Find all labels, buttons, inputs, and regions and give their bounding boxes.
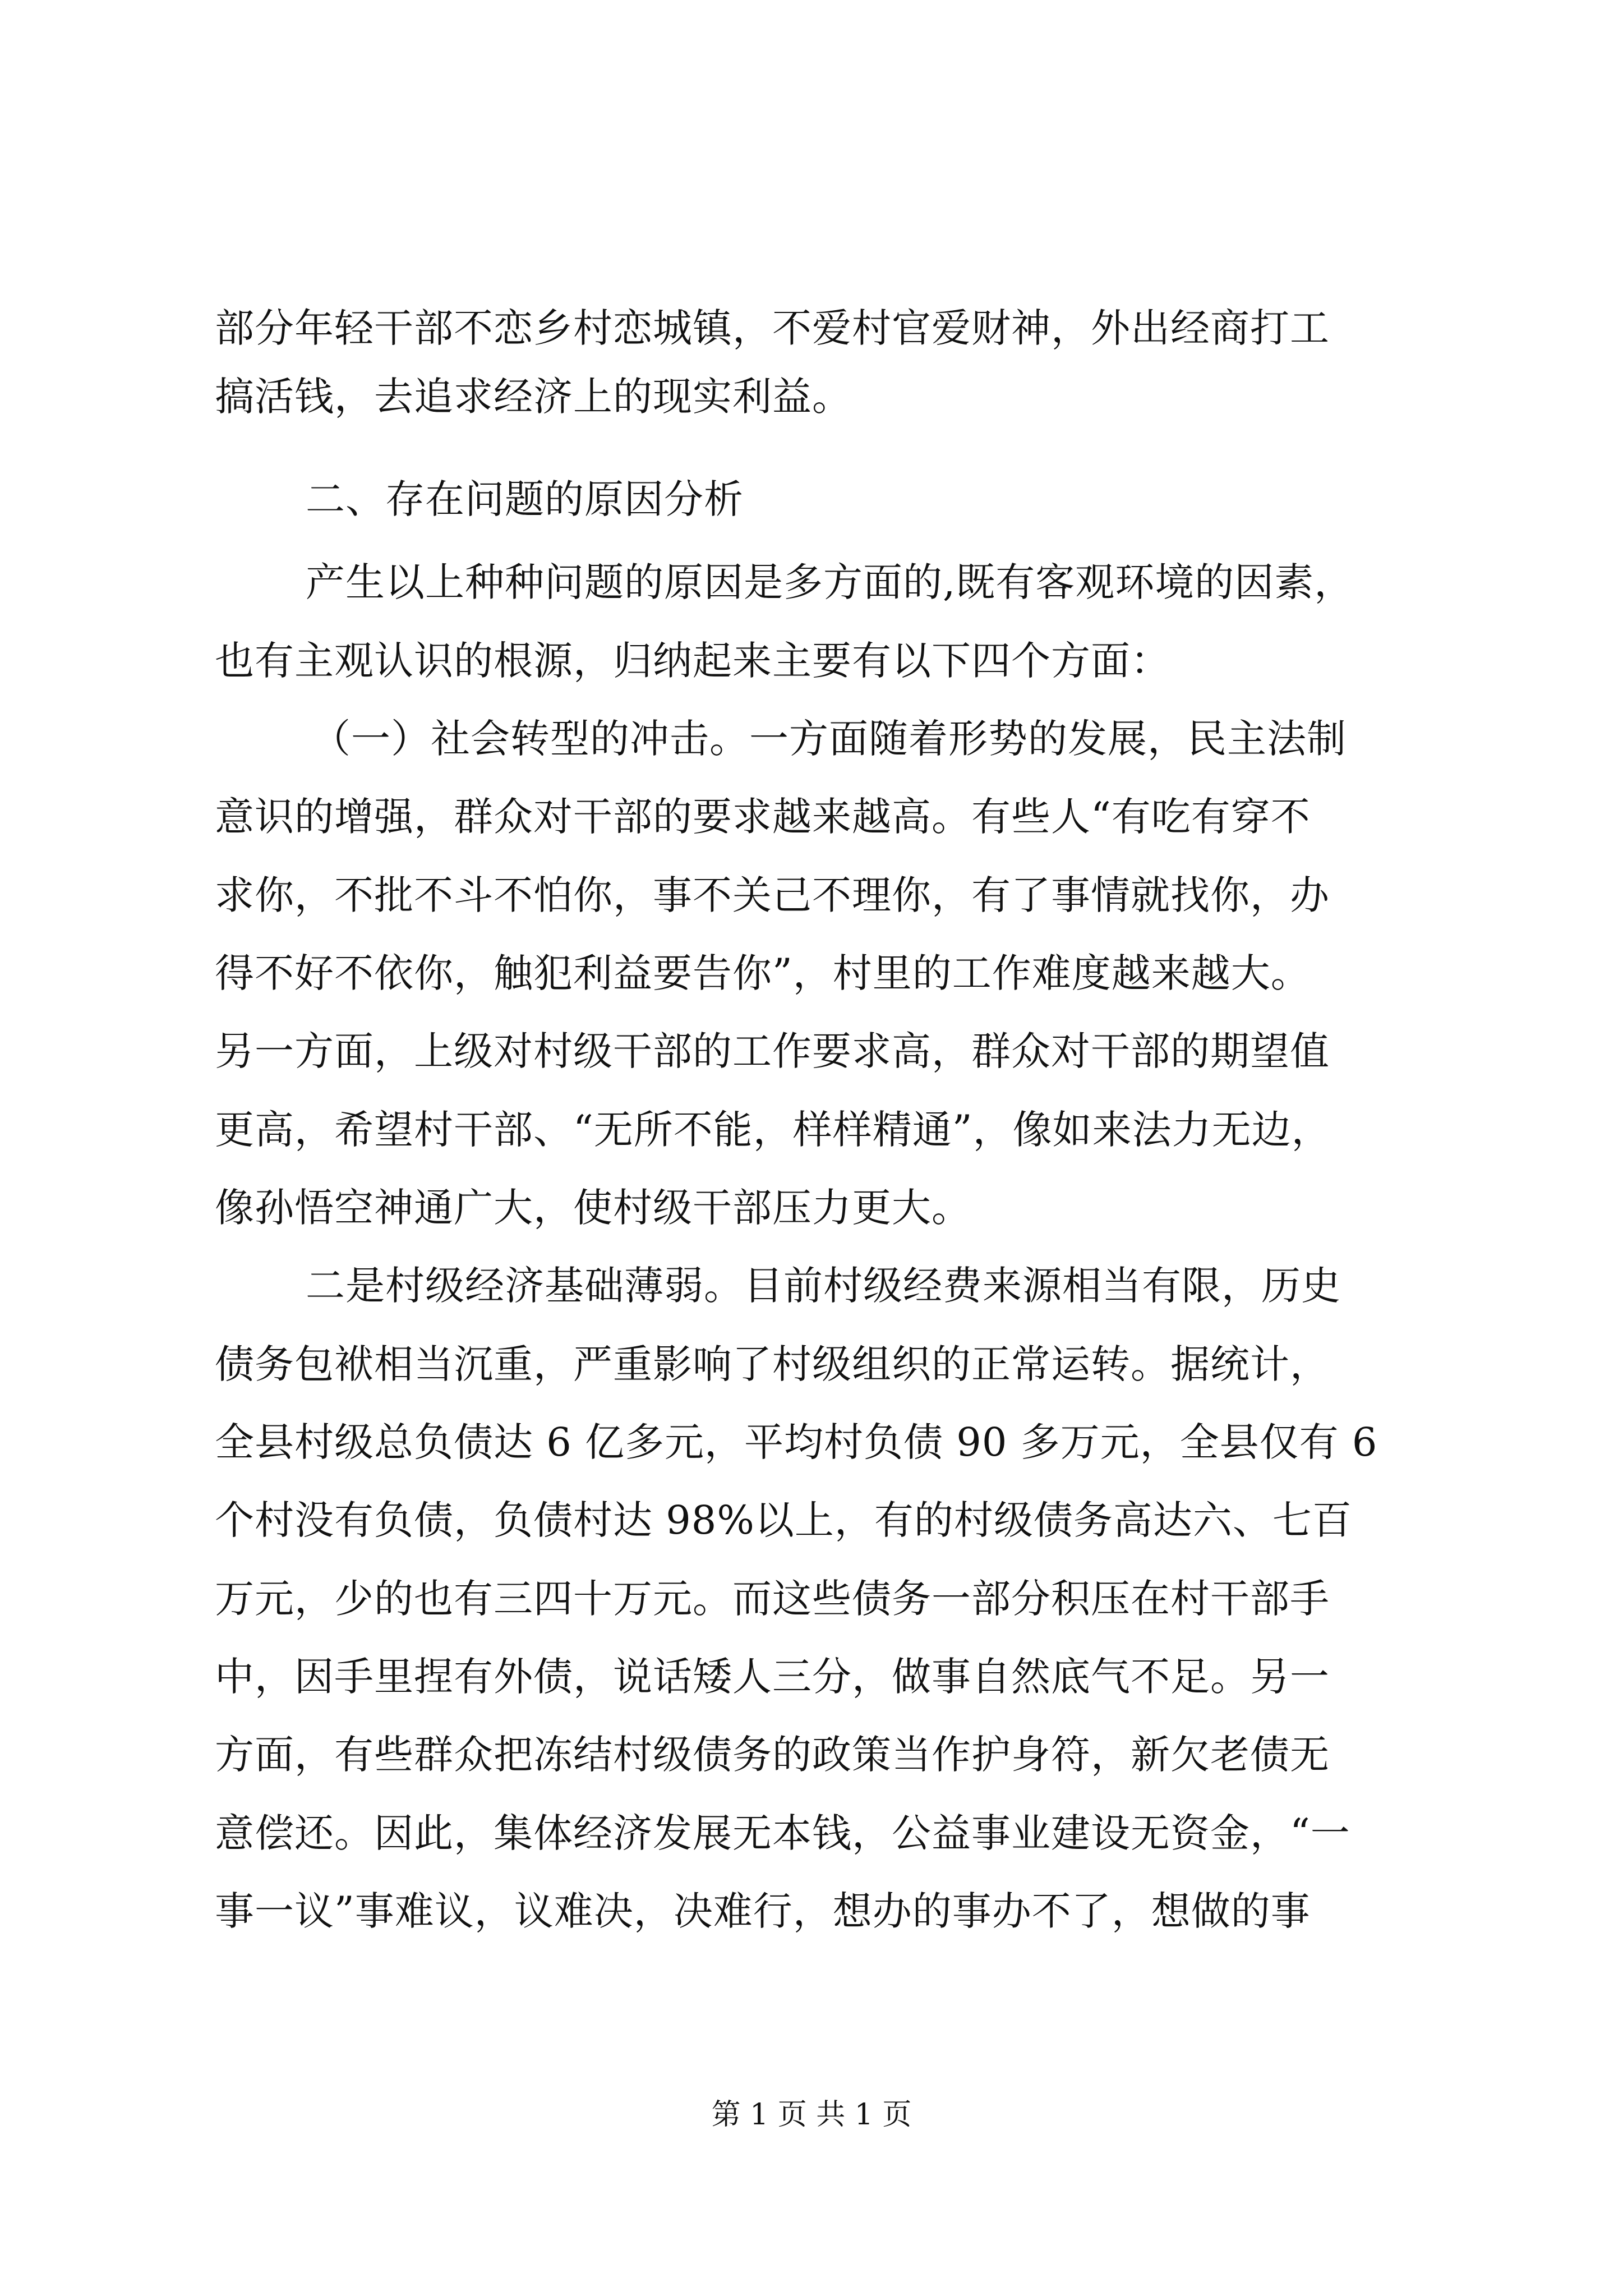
body-text-line: 搞活钱，去追求经济上的现实利益。 [215, 374, 852, 420]
body-text-line: 更高，希望村干部、“无所不能，样样精通”，像如来法力无边， [215, 1107, 1331, 1153]
body-text-line: 也有主观认识的根源，归纳起来主要有以下四个方面： [215, 638, 1170, 684]
body-text-line: 求你，不批不斗不怕你，事不关己不理你，有了事情就找你，办 [215, 872, 1330, 918]
body-text-line: 全县村级总负债达 6 亿多元，平均村负债 90 多万元，全县仅有 6 [215, 1419, 1378, 1465]
page-footer: 第 1 页 共 1 页 [711, 2098, 912, 2132]
body-text-line: 像孙悟空神通广大，使村级干部压力更大。 [215, 1185, 971, 1231]
body-text-line: 二是村级经济基础薄弱。目前村级经费来源相当有限，历史 [306, 1263, 1341, 1309]
body-text-line: 另一方面，上级对村级干部的工作要求高，群众对干部的期望值 [215, 1028, 1330, 1074]
body-text-line: 方面，有些群众把冻结村级债务的政策当作护身符，新欠老债无 [215, 1732, 1330, 1778]
body-text-line: 事一议”事难议，议难决，决难行，想办的事办不了，想做的事 [215, 1888, 1311, 1934]
body-text-line: 意偿还。因此，集体经济发展无本钱，公益事业建设无资金，“一 [215, 1810, 1350, 1856]
body-text-line: 产生以上种种问题的原因是多方面的,既有客观环境的因素， [306, 559, 1354, 605]
body-text-line: 意识的增强，群众对干部的要求越来越高。有些人“有吃有穿不 [215, 794, 1311, 840]
body-text-line: 部分年轻干部不恋乡村恋城镇，不爱村官爱财神，外出经商打工 [215, 305, 1330, 351]
body-text-line: （一）社会转型的冲击。一方面随着形势的发展，民主法制 [311, 716, 1347, 762]
body-text-line: 中，因手里捏有外债，说话矮人三分，做事自然底气不足。另一 [215, 1654, 1330, 1700]
section-heading: 二、存在问题的原因分析 [306, 476, 744, 522]
body-text-line: 债务包袱相当沉重，严重影响了村级组织的正常运转。据统计， [215, 1341, 1330, 1387]
body-text-line: 得不好不依你，触犯利益要告你”，村里的工作难度越来越大。 [215, 950, 1311, 996]
body-text-line: 个村没有负债，负债村达 98%以上，有的村级债务高达六、七百 [215, 1497, 1352, 1543]
body-text-line: 万元，少的也有三四十万元。而这些债务一部分积压在村干部手 [215, 1576, 1330, 1622]
